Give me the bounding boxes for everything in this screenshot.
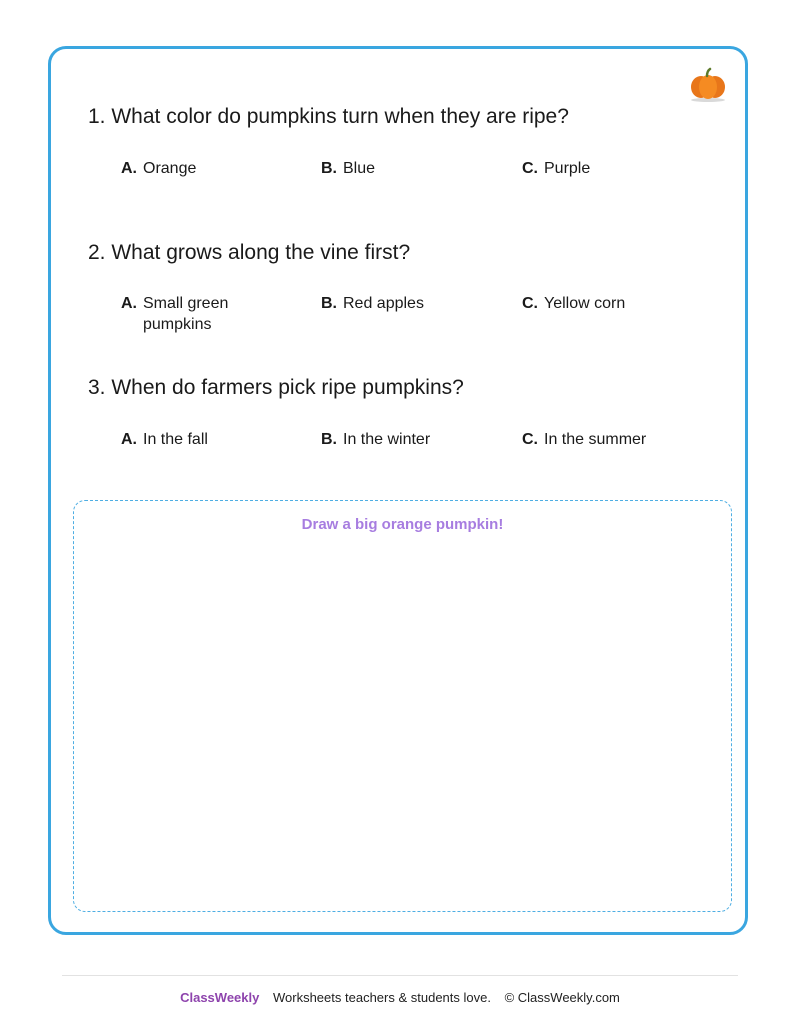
question-3-option-b[interactable] (321, 429, 501, 450)
question-1-option-a[interactable] (121, 158, 301, 179)
footer-divider (62, 975, 738, 976)
question-2-option-a[interactable] (121, 293, 261, 335)
option-text: Purple (544, 160, 591, 177)
option-letter: C. (522, 431, 538, 448)
footer (0, 990, 800, 1005)
option-text: Yellow corn (544, 295, 626, 312)
option-letter: A. (121, 295, 137, 312)
question-3-option-c[interactable] (522, 429, 702, 450)
question-2-option-c[interactable] (522, 293, 702, 314)
footer-copyright: © ClassWeekly.com (504, 990, 620, 1005)
question-3: 3. When do farmers pick ripe pumpkins? (88, 376, 464, 399)
option-letter: A. (121, 160, 137, 177)
option-text: In the fall (143, 431, 208, 448)
question-3-option-a[interactable] (121, 429, 301, 450)
question-1-option-c[interactable] (522, 158, 702, 179)
option-text: Red apples (343, 295, 424, 312)
option-letter: B. (321, 160, 337, 177)
option-letter: B. (321, 431, 337, 448)
option-letter: C. (522, 160, 538, 177)
option-text: Small green pumpkins (143, 295, 229, 333)
option-text: Orange (143, 160, 197, 177)
option-text: In the summer (544, 431, 647, 448)
option-text: Blue (343, 160, 376, 177)
question-1-option-b[interactable] (321, 158, 501, 179)
pumpkin-icon (688, 67, 728, 103)
option-letter: B. (321, 295, 337, 312)
option-letter: A. (121, 431, 137, 448)
drawing-prompt: Draw a big orange pumpkin! (301, 516, 504, 533)
option-letter: C. (522, 295, 538, 312)
question-1: 1. What color do pumpkins turn when they are ripe? (88, 105, 569, 128)
footer-tagline: Worksheets teachers & students love. (272, 990, 491, 1005)
question-2: 2. What grows along the vine first? (88, 241, 411, 264)
drawing-area[interactable] (73, 500, 732, 912)
option-text: In the winter (343, 431, 431, 448)
footer-brand: ClassWeekly (180, 990, 260, 1005)
question-2-option-b[interactable] (321, 293, 501, 314)
